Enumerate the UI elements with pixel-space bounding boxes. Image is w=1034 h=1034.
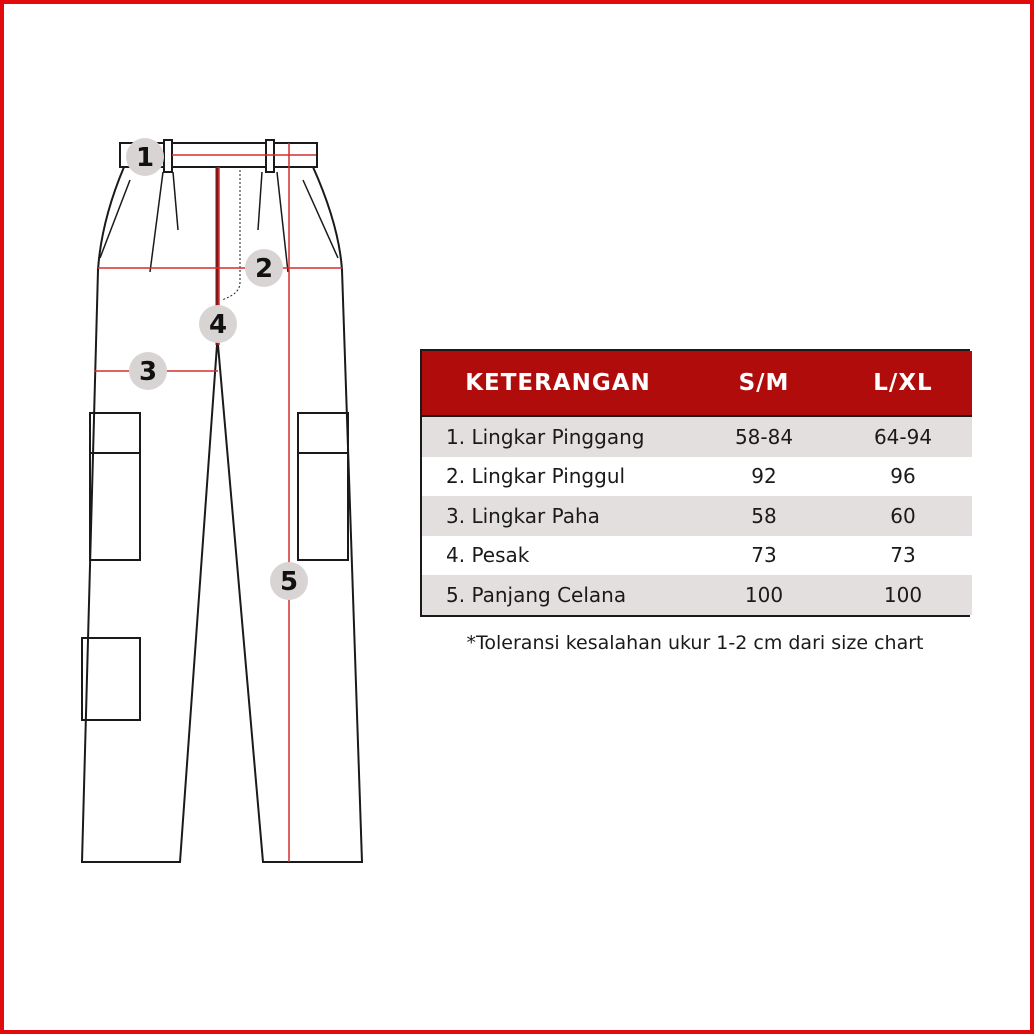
- row-label: 3. Lingkar Paha: [422, 496, 694, 536]
- header-sm: S/M: [694, 351, 834, 416]
- row-lxl: 100: [834, 575, 972, 615]
- marker-3-label: 3: [138, 357, 158, 387]
- row-lxl: 60: [834, 496, 972, 536]
- belt-loop-right: [266, 140, 274, 172]
- marker-2: [245, 249, 283, 287]
- row-sm: 100: [694, 575, 834, 615]
- row-label: 2. Lingkar Pinggul: [422, 457, 694, 497]
- header-keterangan: KETERANGAN: [422, 351, 694, 416]
- row-lxl: 64-94: [834, 416, 972, 457]
- cargo-pocket-left-upper: [90, 413, 140, 560]
- cargo-pocket-right-upper: [298, 413, 348, 560]
- marker-5-label: 5: [279, 567, 299, 597]
- marker-5: [270, 562, 308, 600]
- row-sm: 58: [694, 496, 834, 536]
- row-lxl: 96: [834, 457, 972, 497]
- pleat-left: [173, 172, 178, 230]
- row-sm: 92: [694, 457, 834, 497]
- table-header-row: [422, 351, 972, 416]
- row-sm: 58-84: [694, 416, 834, 457]
- marker-3: [129, 352, 167, 390]
- pleat-right: [258, 172, 262, 230]
- marker-2-label: 2: [254, 254, 274, 284]
- tolerance-note: *Toleransi kesalahan ukur 1-2 cm dari size chart: [466, 632, 924, 654]
- table-row: [422, 457, 972, 497]
- row-label: 1. Lingkar Pinggang: [422, 416, 694, 457]
- fly-stitch: [222, 170, 240, 300]
- pocket-edge-left: [150, 172, 163, 272]
- table-row: [422, 536, 972, 576]
- size-chart-table: [420, 349, 970, 617]
- header-lxl: L/XL: [834, 351, 972, 416]
- table-row: [422, 416, 972, 457]
- row-sm: 73: [694, 536, 834, 576]
- marker-4: [199, 305, 237, 343]
- marker-1-label: 1: [135, 143, 155, 173]
- table-row: [422, 575, 972, 615]
- belt-loop-left: [164, 140, 172, 172]
- row-lxl: 73: [834, 536, 972, 576]
- marker-1: [126, 138, 164, 176]
- marker-4-label: 4: [208, 310, 228, 340]
- cargo-pocket-left-lower: [82, 638, 140, 720]
- row-label: 4. Pesak: [422, 536, 694, 576]
- table-row: [422, 496, 972, 536]
- row-label: 5. Panjang Celana: [422, 575, 694, 615]
